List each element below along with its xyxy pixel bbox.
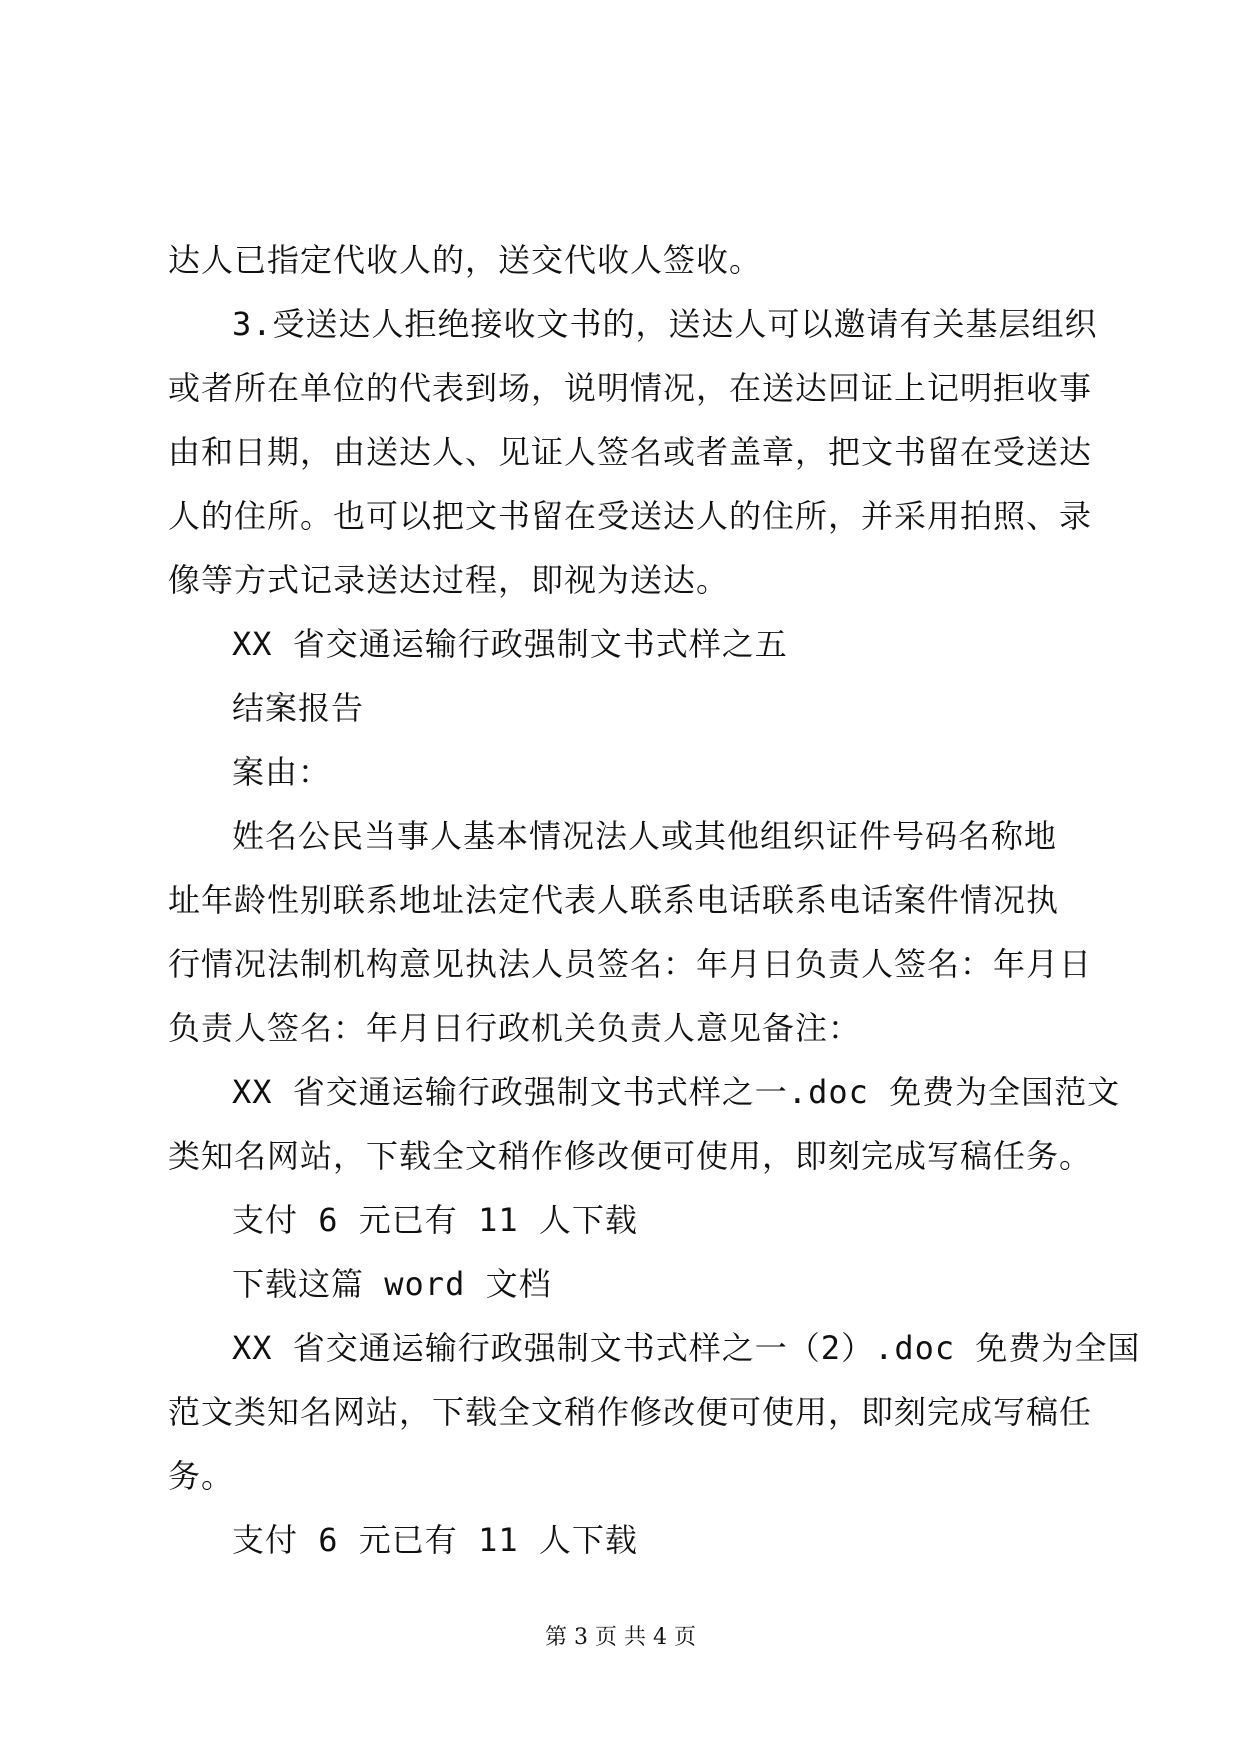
body-line: 类知名网站，下载全文稍作修改便可使用，即刻完成写稿任务。 xyxy=(168,1137,1093,1175)
report-title: 结案报告 xyxy=(232,689,365,727)
body-line: 务。 xyxy=(168,1457,235,1495)
download-count-text: 支付 6 元已有 11 人下载 xyxy=(232,1521,638,1559)
body-line: 人的住所。也可以把文书留在受送达人的住所，并采用拍照、录 xyxy=(168,497,1093,535)
body-line: 址年龄性别联系地址法定代表人联系电话联系电话案件情况执 xyxy=(168,881,1060,919)
body-line: XX 省交通运输行政强制文书式样之一（2）.doc 免费为全国 xyxy=(232,1329,1141,1367)
page-number-footer: 第 3 页 共 4 页 xyxy=(545,1625,696,1650)
body-line: 3.受送达人拒绝接收文书的，送达人可以邀请有关基层组织 xyxy=(232,305,1098,343)
download-word-link[interactable]: 下载这篇 word 文档 xyxy=(232,1265,552,1303)
section-title: XX 省交通运输行政强制文书式样之五 xyxy=(232,625,788,663)
body-line: 范文类知名网站，下载全文稍作修改便可使用，即刻完成写稿任 xyxy=(168,1393,1093,1431)
body-line: 达人已指定代收人的，送交代收人签收。 xyxy=(168,241,763,279)
body-line: 或者所在单位的代表到场，说明情况，在送达回证上记明拒收事 xyxy=(168,369,1093,407)
body-line: 姓名公民当事人基本情况法人或其他组织证件号码名称地 xyxy=(232,817,1058,855)
body-line: XX 省交通运输行政强制文书式样之一.doc 免费为全国范文 xyxy=(232,1073,1121,1111)
download-count-text: 支付 6 元已有 11 人下载 xyxy=(232,1201,638,1239)
document-body xyxy=(168,228,1141,1572)
body-line: 像等方式记录送达过程，即视为送达。 xyxy=(168,561,730,599)
case-reason-label: 案由： xyxy=(232,753,332,791)
body-line: 行情况法制机构意见执法人员签名：年月日负责人签名：年月日 xyxy=(168,945,1093,983)
body-line: 由和日期，由送达人、见证人签名或者盖章，把文书留在受送达 xyxy=(168,433,1093,471)
body-line: 负责人签名：年月日行政机关负责人意见备注： xyxy=(168,1009,862,1047)
